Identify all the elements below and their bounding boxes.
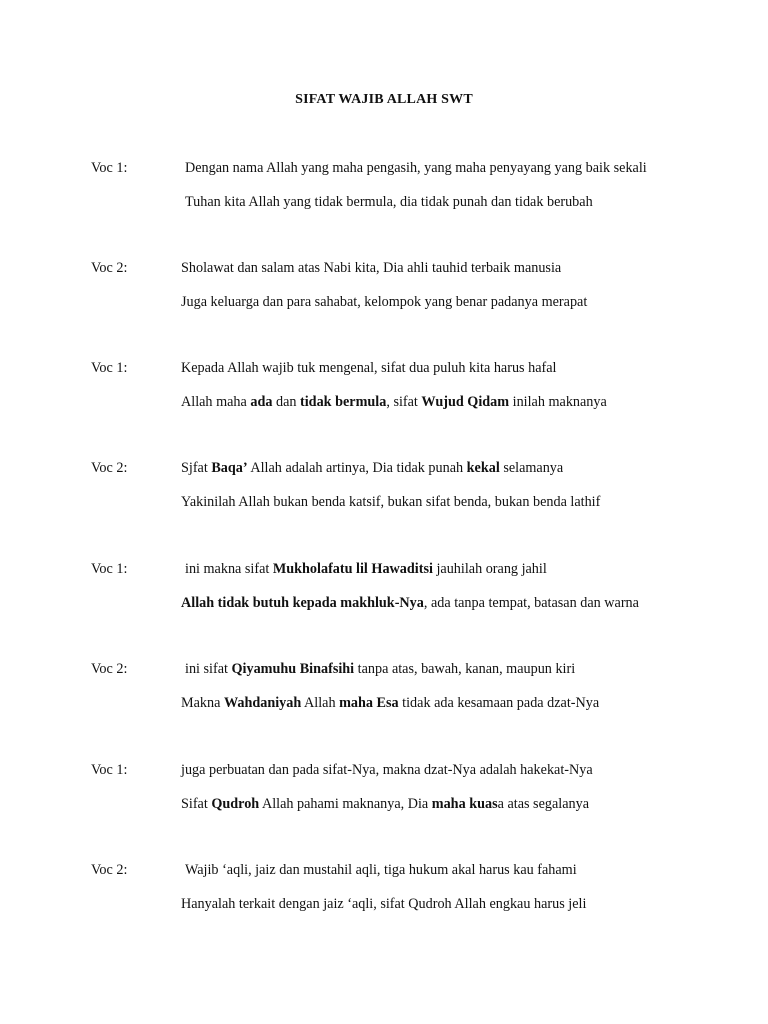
lyric-emphasis: Allah tidak butuh kepada makhluk-Nya — [181, 595, 424, 611]
lyric-line — [181, 695, 599, 712]
lyric-line — [185, 561, 547, 578]
lyric-text: Hanyalah terkait dengan jaiz ‘aqli, sifat Qudroh Allah engkau harus jeli — [181, 896, 587, 912]
voice-label: Voc 1: — [91, 160, 128, 176]
lyric-line — [181, 762, 593, 779]
lyric-line — [185, 194, 593, 211]
lyric-text: Wajib ‘aqli, jaiz dan mustahil aqli, tiga hukum akal harus kau fahami — [185, 862, 577, 878]
lyric-line — [181, 595, 639, 612]
lyric-text: tanpa atas, bawah, kanan, maupun kiri — [354, 661, 576, 677]
lyric-line — [185, 661, 575, 678]
lyric-text: Sjfat — [181, 460, 212, 476]
lyric-text: Sholawat dan salam atas Nabi kita, Dia ahli tauhid terbaik manusia — [181, 260, 562, 276]
voice-label: Voc 1: — [91, 762, 128, 778]
lyric-emphasis: ada — [250, 394, 273, 410]
lyric-text: , ada tanpa tempat, batasan dan warna — [423, 595, 639, 611]
lyric-text: dan — [272, 394, 301, 410]
lyric-text: Tuhan kita Allah yang tidak bermula, dia tidak punah dan tidak berubah — [185, 194, 593, 210]
lyric-emphasis: Mukholafatu lil Hawaditsi — [272, 561, 433, 577]
voice-label: Voc 1: — [91, 561, 128, 577]
voice-label: Voc 2: — [91, 661, 128, 677]
voice-label: Voc 2: — [91, 862, 128, 878]
voice-label: Voc 2: — [91, 460, 128, 476]
lyric-text: tidak ada kesamaan pada dzat-Nya — [398, 695, 600, 711]
lyric-text: Allah pahami maknanya, Dia — [259, 796, 432, 812]
lyric-text: inilah maknanya — [509, 394, 607, 410]
lyric-text: Kepada Allah wajib tuk mengenal, sifat dua puluh kita harus hafal — [181, 360, 557, 376]
lyric-text: Sifat — [181, 796, 212, 812]
lyric-text: jauhilah orang jahil — [432, 561, 547, 577]
lyric-text: a atas segalanya — [497, 796, 589, 812]
lyric-emphasis: Wahdaniyah — [223, 695, 302, 711]
lyric-text: Dengan nama Allah yang maha pengasih, yang maha penyayang yang baik sekali — [185, 160, 647, 176]
lyric-line — [181, 796, 589, 813]
lyric-text: Allah maha — [181, 394, 251, 410]
lyric-emphasis: kekal — [466, 460, 500, 476]
lyric-emphasis: Qiyamuhu Binafsihi — [231, 661, 355, 677]
lyric-text: Yakinilah Allah bukan benda katsif, bukan sifat benda, bukan benda lathif — [181, 494, 601, 510]
lyric-emphasis: maha Esa — [339, 695, 399, 711]
lyric-line — [181, 494, 600, 511]
voice-label: Voc 1: — [91, 360, 128, 376]
lyric-emphasis: maha kuas — [431, 796, 498, 812]
lyric-text: selamanya — [499, 460, 564, 476]
lyric-text: Makna — [181, 695, 224, 711]
lyric-emphasis: Baqa’ — [211, 460, 248, 476]
lyric-emphasis: Wujud Qidam — [421, 394, 510, 410]
lyric-text: Allah adalah artinya, Dia tidak punah — [247, 460, 467, 476]
lyric-line — [181, 360, 556, 377]
lyric-line — [181, 294, 587, 311]
lyric-text: juga perbuatan dan pada sifat-Nya, makna dzat-Nya adalah hakekat-Nya — [181, 762, 593, 778]
lyric-text: Juga keluarga dan para sahabat, kelompok yang benar padanya merapat — [181, 294, 588, 310]
lyric-line — [185, 160, 647, 177]
lyric-text: Allah — [301, 695, 340, 711]
lyric-line — [181, 394, 607, 411]
lyric-text: ini sifat — [185, 661, 232, 677]
lyric-line — [181, 896, 586, 913]
lyric-text: , sifat — [386, 394, 422, 410]
lyric-emphasis: Qudroh — [211, 796, 260, 812]
lyric-line — [181, 260, 561, 277]
lyric-text: ini makna sifat — [185, 561, 273, 577]
lyric-emphasis: tidak bermula — [300, 394, 387, 410]
voice-label: Voc 2: — [91, 260, 128, 276]
lyric-line — [185, 862, 577, 879]
lyric-line — [181, 460, 563, 477]
document-title: SIFAT WAJIB ALLAH SWT — [295, 92, 473, 107]
